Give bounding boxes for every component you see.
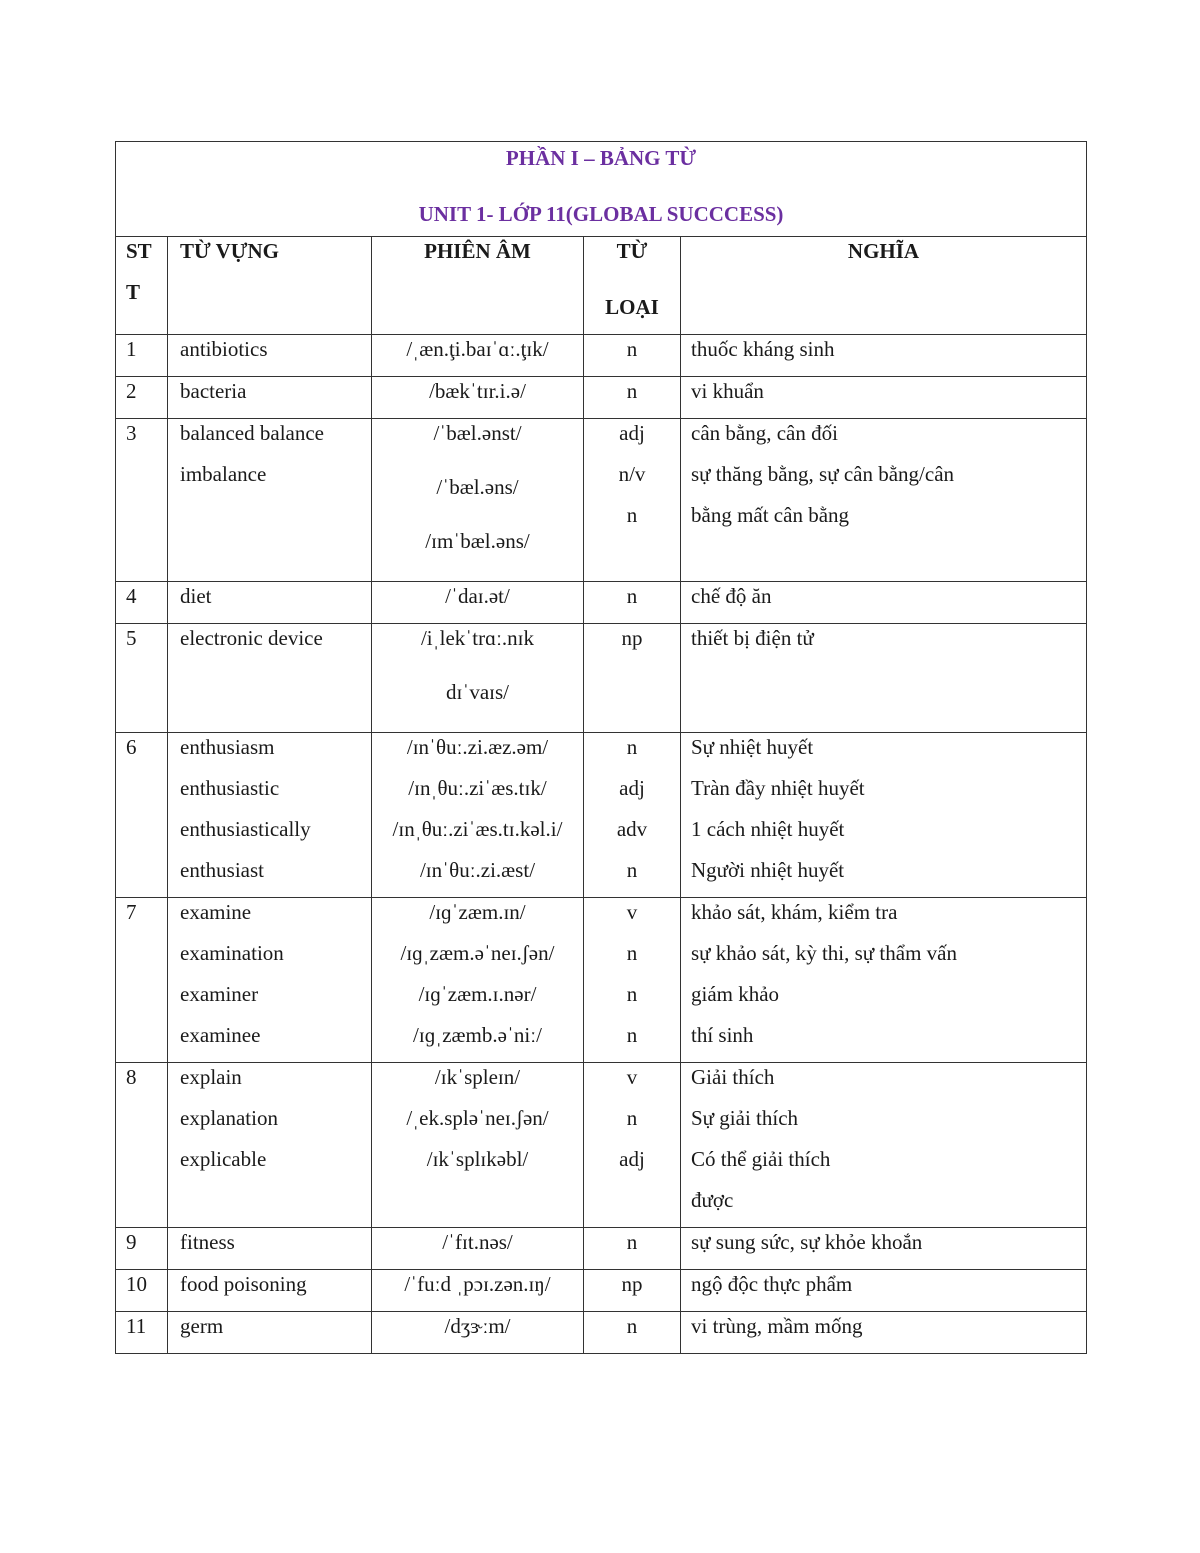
ipa-cell-line: /ˌek.spləˈneɪ.ʃən/ — [406, 1106, 549, 1130]
ipa-cell — [372, 1270, 584, 1312]
header-meaning: NGHĨA — [681, 237, 1087, 335]
meaning-cell-line: vi khuẩn — [691, 379, 764, 403]
pos-cell — [584, 419, 681, 582]
ipa-cell-line: /ˈbæl.əns/ — [436, 475, 519, 499]
header-stt: ST T — [116, 237, 168, 335]
meaning-cell-line: Sự giải thích — [691, 1106, 799, 1130]
meaning-cell — [681, 377, 1087, 419]
table-row — [116, 624, 1087, 733]
ipa-cell-line: /ˈfɪt.nəs/ — [442, 1230, 513, 1254]
word-cell — [168, 1063, 372, 1228]
header-ipa: PHIÊN ÂM — [372, 237, 584, 335]
meaning-cell-line: Tràn đầy nhiệt huyết — [691, 776, 865, 800]
pos-cell — [584, 335, 681, 377]
meaning-cell — [681, 1063, 1087, 1228]
meaning-cell-line: sự sung sức, sự khỏe khoắn — [691, 1230, 923, 1254]
row-number: 10 — [116, 1270, 168, 1312]
table-row — [116, 419, 1087, 582]
ipa-cell-line: /ˈbæl.ənst/ — [433, 421, 522, 445]
vocabulary-table — [115, 141, 1087, 1354]
ipa-cell-line: /ɪɡˌzæmb.əˈniː/ — [413, 1023, 542, 1047]
meaning-cell-line: Có thể giải thích — [691, 1147, 831, 1171]
meaning-cell — [681, 1312, 1087, 1354]
pos-cell-line: n — [626, 1230, 638, 1254]
meaning-cell-line: ngộ độc thực phẩm — [691, 1272, 853, 1296]
meaning-cell-line: 1 cách nhiệt huyết — [691, 817, 845, 841]
unit-title: UNIT 1- LỚP 11(GLOBAL SUCCCESS) — [418, 202, 784, 226]
word-cell — [168, 377, 372, 419]
word-cell — [168, 733, 372, 898]
meaning-cell-line: thiết bị điện tử — [691, 626, 814, 650]
row-number: 11 — [116, 1312, 168, 1354]
section-title: PHẦN I – BẢNG TỪ — [505, 146, 697, 170]
meaning-cell-line: thuốc kháng sinh — [691, 337, 835, 361]
ipa-cell-line: /ˈfuːd ˌpɔɪ.zən.ɪŋ/ — [404, 1272, 551, 1296]
pos-cell-line: n — [626, 1023, 638, 1047]
word-cell-line: enthusiastic — [180, 776, 280, 800]
pos-cell-line: adj — [619, 776, 645, 800]
word-cell-line: imbalance — [180, 462, 267, 486]
row-number: 8 — [116, 1063, 168, 1228]
table-row — [116, 335, 1087, 377]
word-cell-line: electronic device — [180, 626, 323, 650]
table-row — [116, 898, 1087, 1063]
meaning-cell-line: giám khảo — [691, 982, 780, 1006]
meaning-cell-line: Sự nhiệt huyết — [691, 735, 814, 759]
ipa-cell-line: /ɪmˈbæl.əns/ — [425, 529, 530, 553]
meaning-cell — [681, 1270, 1087, 1312]
pos-cell-line: adj — [619, 1147, 645, 1171]
table-row — [116, 733, 1087, 898]
table-row — [116, 1270, 1087, 1312]
pos-cell — [584, 1270, 681, 1312]
pos-cell-line: adj — [619, 421, 645, 445]
word-cell-line: examinee — [180, 1023, 261, 1047]
meaning-cell-line: thí sinh — [691, 1023, 754, 1047]
word-cell-line: examiner — [180, 982, 259, 1006]
ipa-cell-line: /bækˈtɪr.i.ə/ — [429, 379, 526, 403]
ipa-cell — [372, 1228, 584, 1270]
ipa-cell — [372, 419, 584, 582]
ipa-cell — [372, 582, 584, 624]
pos-cell — [584, 624, 681, 733]
word-cell-line: examination — [180, 941, 284, 965]
pos-cell-line: n — [626, 735, 638, 759]
ipa-cell-line: /ɪkˈspleɪn/ — [434, 1065, 521, 1089]
ipa-cell-line: /iˌlekˈtrɑː.nɪk — [420, 626, 535, 650]
meaning-cell-line: bằng mất cân bằng — [691, 503, 850, 527]
ipa-cell-line: /ˌæn.ţi.baɪˈɑː.ţɪk/ — [406, 337, 549, 361]
meaning-cell-line: sự thăng bằng, sự cân bằng/cân — [691, 462, 955, 486]
row-number: 1 — [116, 335, 168, 377]
pos-cell-line: v — [626, 1065, 638, 1089]
ipa-cell — [372, 733, 584, 898]
row-number: 6 — [116, 733, 168, 898]
ipa-cell-line: /ɪɡˈzæm.ɪ.nər/ — [418, 982, 537, 1006]
header-row — [116, 237, 1087, 335]
word-cell-line: food poisoning — [180, 1272, 307, 1296]
meaning-cell — [681, 898, 1087, 1063]
meaning-cell — [681, 624, 1087, 733]
pos-cell-line: n — [626, 1106, 638, 1130]
pos-cell-line: n — [626, 982, 638, 1006]
row-number: 7 — [116, 898, 168, 1063]
word-cell-line: balanced balance — [180, 421, 324, 445]
word-cell-line: fitness — [180, 1230, 235, 1254]
ipa-cell — [372, 1063, 584, 1228]
pos-cell-line: n — [626, 379, 638, 403]
ipa-cell-line: /ɪnˌθuː.ziˈæs.tɪk/ — [408, 776, 547, 800]
meaning-cell — [681, 335, 1087, 377]
pos-cell-line: n — [626, 941, 638, 965]
title-cell — [116, 142, 1087, 237]
meaning-cell — [681, 1228, 1087, 1270]
word-cell-line: antibiotics — [180, 337, 268, 361]
table-row — [116, 1228, 1087, 1270]
ipa-cell — [372, 624, 584, 733]
meaning-cell-line: Người nhiệt huyết — [691, 858, 845, 882]
word-cell — [168, 624, 372, 733]
word-cell — [168, 1312, 372, 1354]
word-cell — [168, 1228, 372, 1270]
pos-cell-line: adv — [616, 817, 648, 841]
word-cell-line: diet — [180, 584, 212, 608]
pos-cell — [584, 1063, 681, 1228]
pos-cell-line: np — [621, 1272, 643, 1296]
word-cell-line: germ — [180, 1314, 224, 1338]
word-cell-line: explanation — [180, 1106, 278, 1130]
pos-cell-line: n — [626, 858, 638, 882]
table-row — [116, 1312, 1087, 1354]
pos-cell — [584, 733, 681, 898]
ipa-cell-line: /ɪɡˈzæm.ɪn/ — [429, 900, 526, 924]
meaning-cell — [681, 419, 1087, 582]
word-cell-line: bacteria — [180, 379, 247, 403]
word-cell-line: enthusiast — [180, 858, 264, 882]
word-cell — [168, 1270, 372, 1312]
word-cell-line: explicable — [180, 1147, 267, 1171]
table-row — [116, 1063, 1087, 1228]
pos-cell-line: n — [626, 337, 638, 361]
ipa-cell-line: /ɪnˈθuː.zi.æz.əm/ — [406, 735, 549, 759]
pos-cell — [584, 1228, 681, 1270]
meaning-cell-line: khảo sát, khám, kiểm tra — [691, 900, 898, 924]
ipa-cell-line: /dʒɝːm/ — [444, 1314, 511, 1338]
meaning-cell-line: vi trùng, mầm mống — [691, 1314, 863, 1338]
word-cell — [168, 419, 372, 582]
meaning-cell — [681, 733, 1087, 898]
ipa-cell — [372, 335, 584, 377]
row-number: 5 — [116, 624, 168, 733]
ipa-cell — [372, 1312, 584, 1354]
row-number: 9 — [116, 1228, 168, 1270]
meaning-cell-line: sự khảo sát, kỳ thi, sự thẩm vấn — [691, 941, 957, 965]
row-number: 4 — [116, 582, 168, 624]
word-cell-line: explain — [180, 1065, 242, 1089]
pos-cell-line: n/v — [618, 462, 646, 486]
pos-cell-line: v — [626, 900, 638, 924]
ipa-cell-line: /ɪnˌθuː.ziˈæs.tɪ.kəl.i/ — [392, 817, 563, 841]
word-cell — [168, 898, 372, 1063]
table-row — [116, 582, 1087, 624]
meaning-cell-line: Giải thích — [691, 1065, 775, 1089]
meaning-cell-line: được — [691, 1188, 734, 1212]
ipa-cell — [372, 377, 584, 419]
header-word: TỪ VỰNG — [168, 237, 372, 335]
ipa-cell-line: dɪˈvaɪs/ — [446, 680, 509, 704]
ipa-cell-line: /ˈdaɪ.ət/ — [445, 584, 510, 608]
row-number: 2 — [116, 377, 168, 419]
word-cell-line: enthusiasm — [180, 735, 275, 759]
header-pos: TỪ LOẠI — [584, 237, 681, 335]
pos-cell-line: np — [621, 626, 643, 650]
ipa-cell — [372, 898, 584, 1063]
word-cell — [168, 335, 372, 377]
row-number: 3 — [116, 419, 168, 582]
meaning-cell-line: chế độ ăn — [691, 584, 772, 608]
pos-cell — [584, 377, 681, 419]
pos-cell — [584, 1312, 681, 1354]
word-cell-line: enthusiastically — [180, 817, 311, 841]
pos-cell — [584, 898, 681, 1063]
word-cell-line: examine — [180, 900, 252, 924]
pos-cell-line: n — [626, 503, 638, 527]
meaning-cell — [681, 582, 1087, 624]
ipa-cell-line: /ɪɡˌzæm.əˈneɪ.ʃən/ — [400, 941, 555, 965]
ipa-cell-line: /ɪnˈθuː.zi.æst/ — [419, 858, 536, 882]
pos-cell-line: n — [626, 1314, 638, 1338]
ipa-cell-line: /ɪkˈsplɪkəbl/ — [426, 1147, 529, 1171]
word-cell — [168, 582, 372, 624]
meaning-cell-line: cân bằng, cân đối — [691, 421, 838, 445]
pos-cell — [584, 582, 681, 624]
pos-cell-line: n — [626, 584, 638, 608]
table-body — [116, 335, 1087, 1354]
table-row — [116, 377, 1087, 419]
